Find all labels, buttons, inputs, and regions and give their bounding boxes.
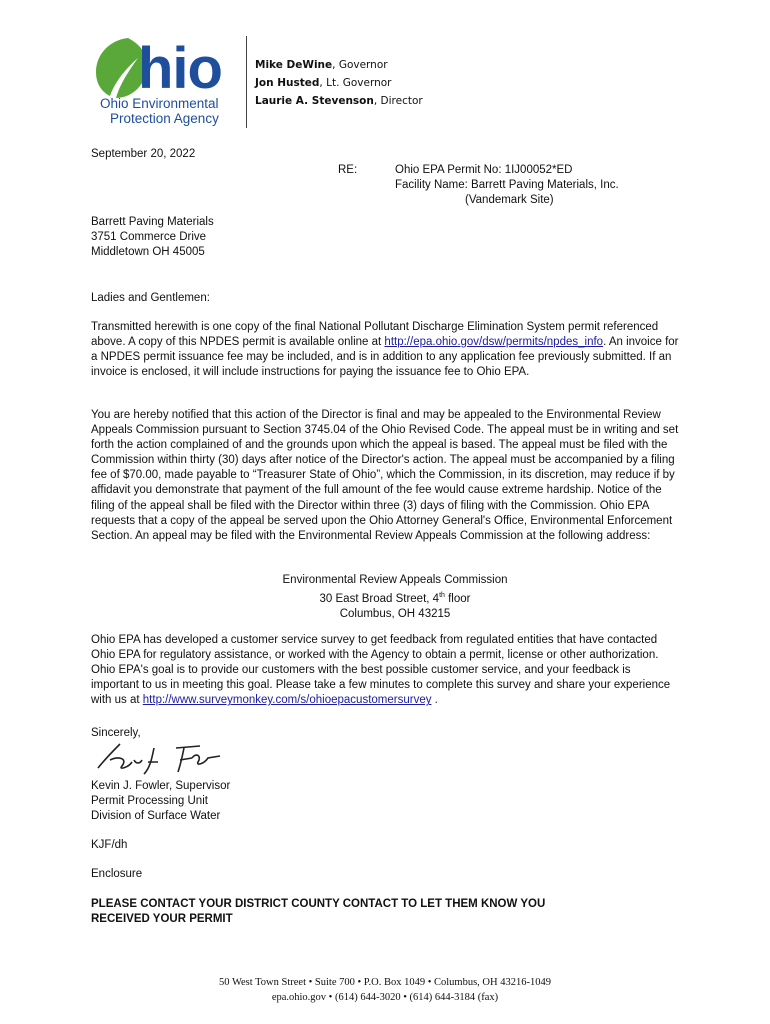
closing: Sincerely, — [91, 727, 141, 739]
appeal-address-line3: Columbus, OH 43215 — [339, 608, 451, 621]
re-facility: Facility Name: Barrett Paving Materials, Inc. — [395, 179, 619, 191]
official-director: Laurie A. Stevenson, Director — [255, 95, 423, 107]
enclosure-note: Enclosure — [91, 868, 143, 880]
re-label: RE: — [338, 164, 358, 176]
recipient-street: 3751 Commerce Drive — [91, 231, 207, 244]
typist-initials: KJF/dh — [91, 839, 128, 851]
re-permit: Ohio EPA Permit No: 1IJ00052*ED — [395, 164, 573, 176]
ohio-leaf-logo-icon — [90, 32, 240, 128]
re-site: (Vandemark Site) — [465, 194, 554, 206]
paragraph-survey: Ohio EPA has developed a customer service survey to get feedback from regulated entities that have contacted Ohio EPA for regulatory assistance, or worked with the Agency to obtain a permit, license or other authorization. Ohio EPA's goal is to provide our customers with the best possible customer service, and your feedback is important to us in meeting this goal. Please take a few minutes to complete this survey and share your experience with us at http://www.surveymonkey.com/s/ohioepacustomersurvey . — [91, 634, 671, 707]
official-lt-governor: Jon Husted, Lt. Governor — [255, 77, 392, 89]
letterhead-divider — [246, 36, 247, 128]
letter-date: September 20, 2022 — [91, 148, 196, 160]
recipient-city: Middletown OH 45005 — [91, 246, 205, 259]
logo-agency-line2: Protection Agency — [110, 111, 219, 126]
signer-unit: Permit Processing Unit — [91, 795, 208, 808]
signature — [92, 738, 242, 778]
handwritten-signature-icon — [92, 738, 242, 778]
recipient-address — [91, 215, 214, 260]
survey-link[interactable]: http://www.surveymonkey.com/s/ohioepacustomersurvey — [142, 694, 432, 707]
salutation: Ladies and Gentlemen: — [91, 292, 210, 304]
footer-contact: epa.ohio.gov • (614) 644-3020 • (614) 644-3184 (fax) — [271, 992, 499, 1003]
officials-list — [255, 56, 423, 110]
paragraph-transmittal: Transmitted herewith is one copy of the final National Pollutant Discharge Elimination System permit referenced above. A copy of this NPDES permit is available online at http://epa.ohio.gov/dsw/permits/npdes_info. An invoice for a NPDES permit issuance fee may be included, and is in addition to any application fee previously submitted. If an invoice is enclosed, it will include instructions for paying the issuance fee to Ohio EPA. — [91, 321, 679, 379]
logo-agency-line1: Ohio Environmental — [100, 96, 219, 111]
logo-word: hio — [138, 36, 222, 101]
footer-address: 50 West Town Street • Suite 700 • P.O. Box 1049 • Columbus, OH 43216-1049 — [219, 977, 551, 988]
recipient-name: Barrett Paving Materials — [91, 216, 214, 228]
signer-block — [91, 779, 230, 824]
appeal-address-line2: 30 East Broad Street, 4th floor — [319, 592, 471, 605]
contact-notice-line1: PLEASE CONTACT YOUR DISTRICT COUNTY CONTACT TO LET THEM KNOW YOU — [91, 898, 546, 910]
ohio-epa-logo — [90, 32, 240, 128]
appeal-address-line1: Environmental Review Appeals Commission — [282, 574, 508, 586]
official-governor: Mike DeWine, Governor — [255, 59, 388, 71]
npdes-info-link[interactable]: http://epa.ohio.gov/dsw/permits/npdes_info — [384, 336, 604, 349]
appeal-address — [190, 573, 600, 622]
signer-name: Kevin J. Fowler, Supervisor — [91, 780, 231, 792]
page-footer — [0, 975, 770, 1005]
paragraph-appeal: You are hereby notified that this action of the Director is final and may be appealed to the Environmental Review Appeals Commission pursuant to Section 3745.04 of the Ohio Revised Code. The appeal must be in writing and set forth the action complained of and the grounds upon which the appeal is based. The appeal must be filed with the Commission within thirty (30) days after notice of the Director's action. The appeal must be accompanied by a filing fee of $70.00, made payable to “Treasurer State of Ohio”, which the Commission, in its discretion, may reduce if by affidavit you demonstrate that payment of the full amount of the fee would cause extreme hardship. Notice of the filing of the appeal shall be filed with the Director within three (3) days of filing with the Commission. Ohio EPA requests that a copy of the appeal be served upon the Ohio Attorney General's Office, Environmental Enforcement Section. An appeal may be filed with the Environmental Review Appeals Commission at the following address: — [91, 409, 679, 542]
signer-division: Division of Surface Water — [91, 810, 221, 823]
contact-notice — [91, 897, 545, 927]
contact-notice-line2: RECEIVED YOUR PERMIT — [91, 913, 233, 926]
